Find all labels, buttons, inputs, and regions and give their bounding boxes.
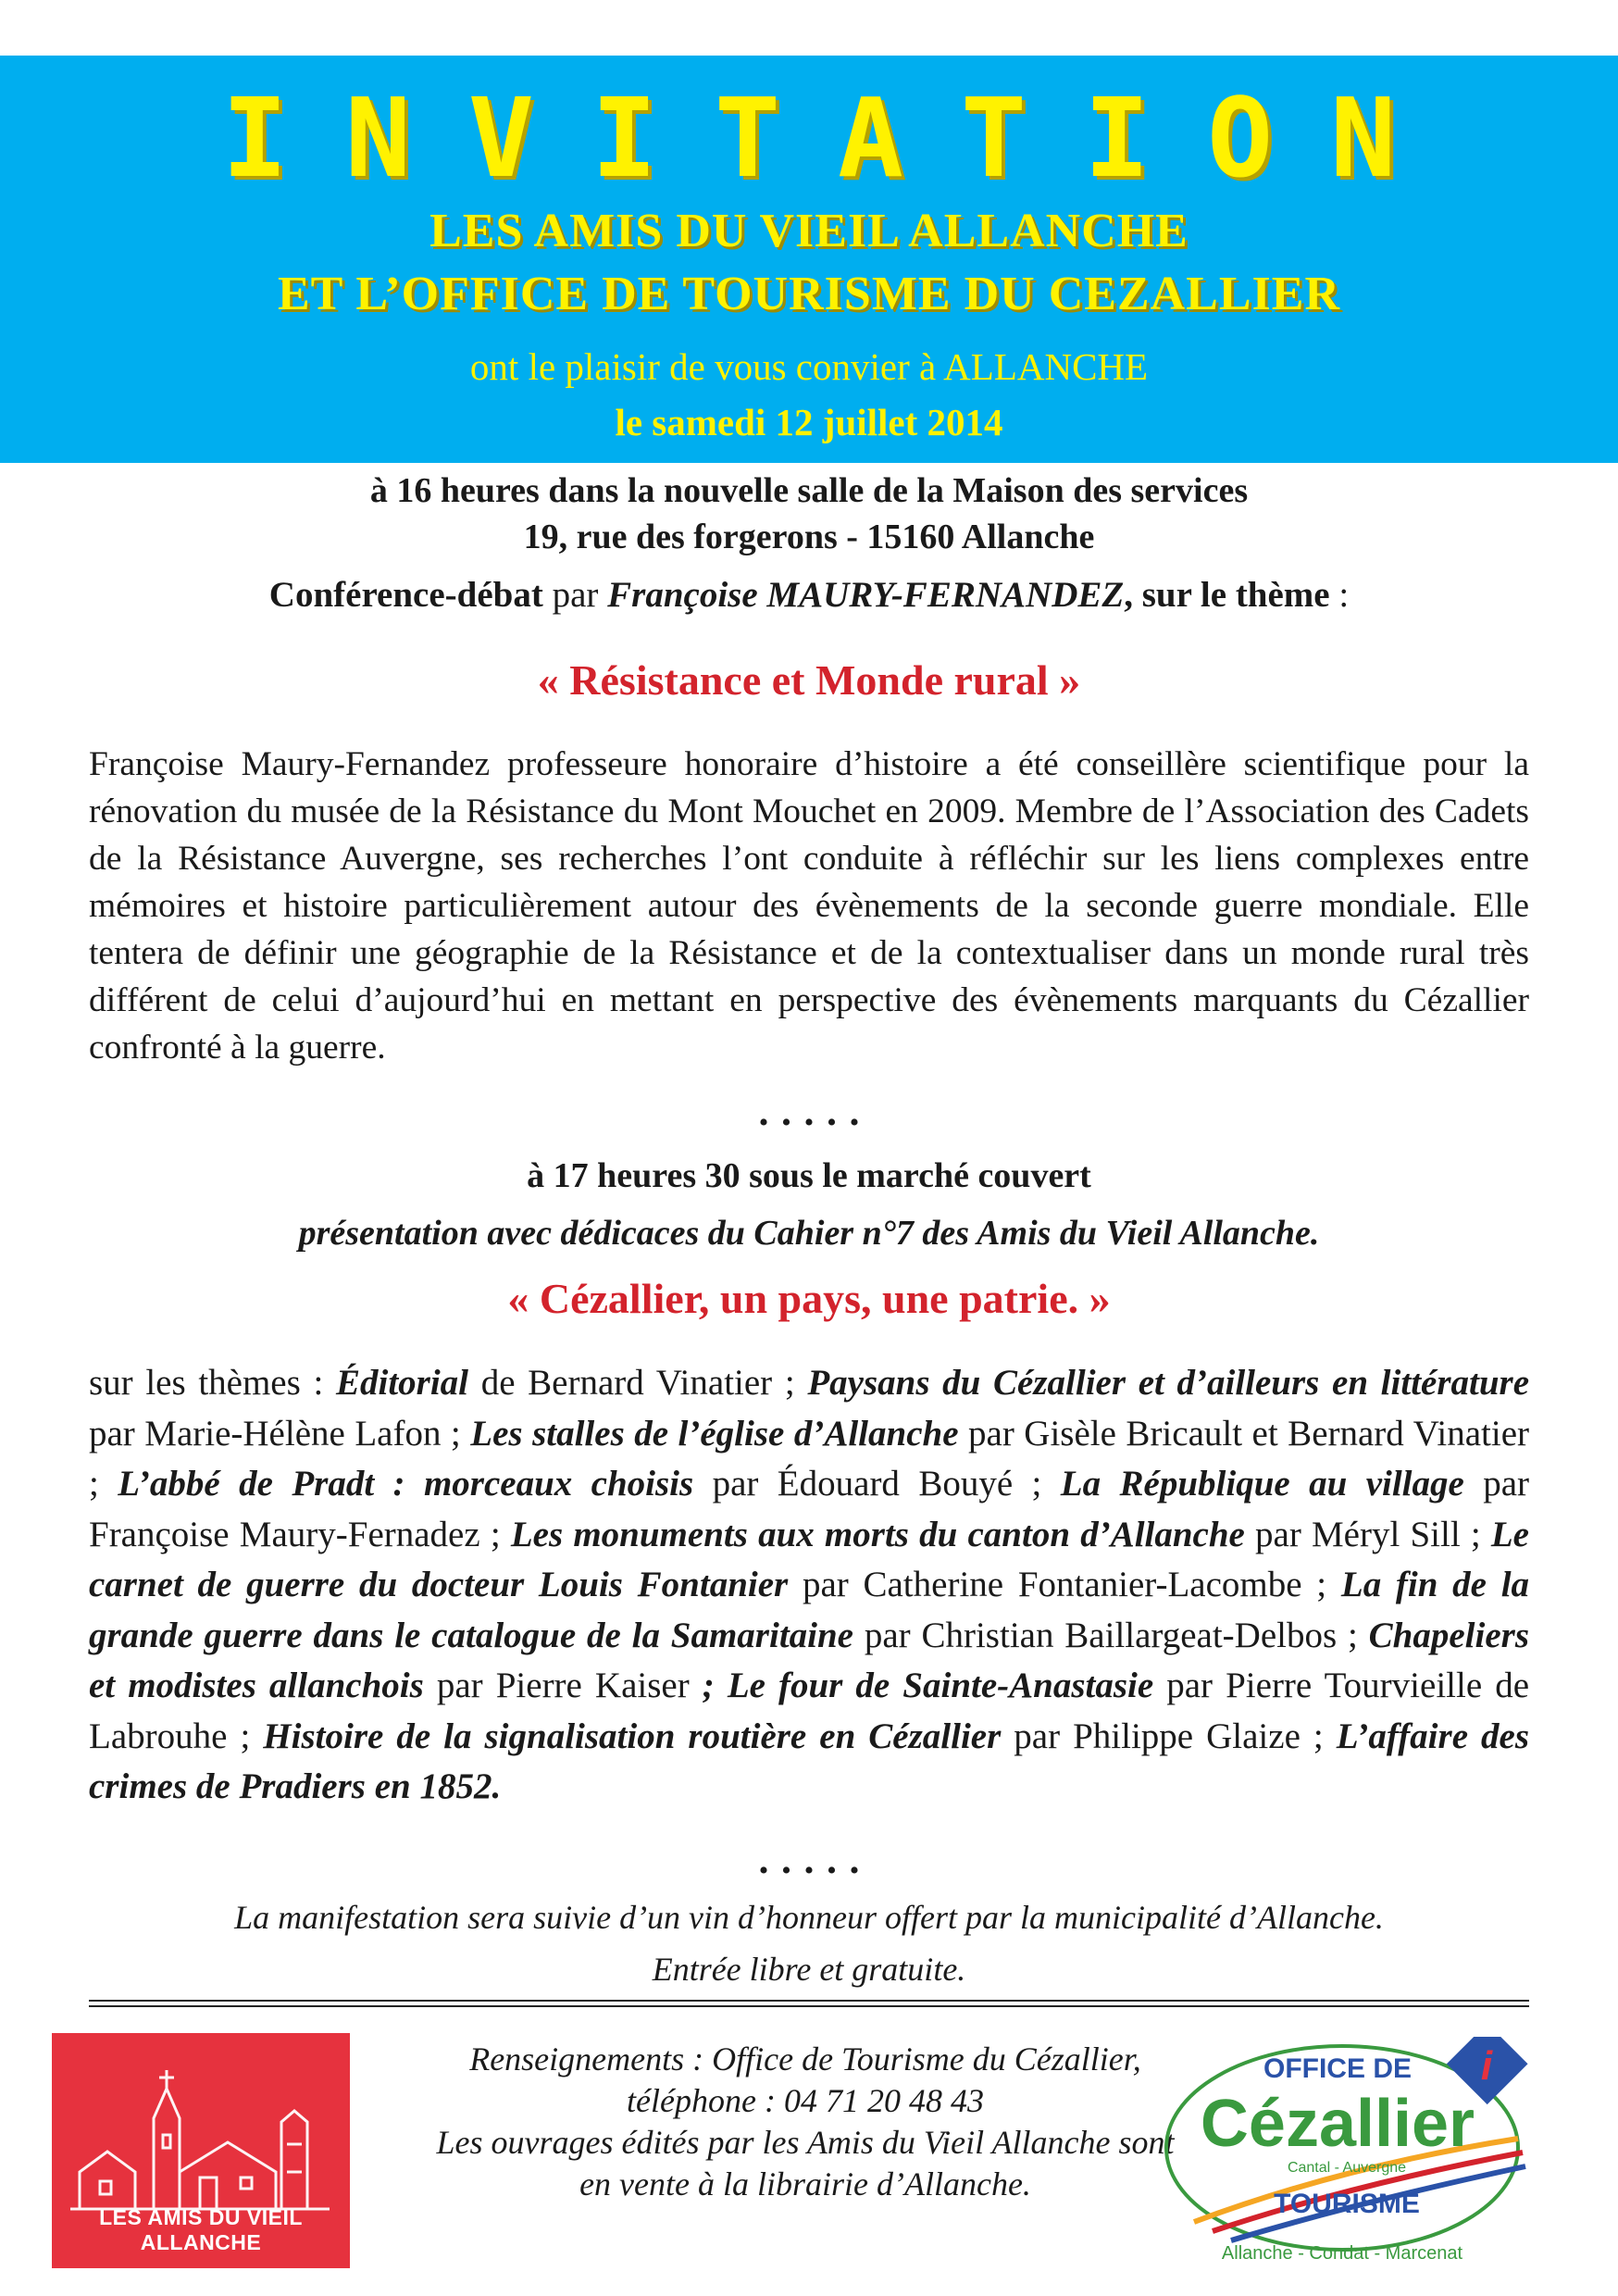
organizer-line-1: LES AMIS DU VIEIL ALLANCHE [429, 205, 1189, 257]
themes-list [89, 1358, 1529, 1813]
header-banner [0, 56, 1618, 463]
amis-vieil-allanche-logo [52, 2033, 350, 2268]
theme-title: Les stalles de l’église d’Allanche [470, 1413, 959, 1454]
conference-label: Conférence-débat [268, 575, 543, 615]
invite-text: ont le plaisir de vous convier à ALLANCHE [469, 345, 1149, 388]
theme-title: ; Le four de Sainte-Anastasie [702, 1666, 1154, 1705]
theme-author: par Pierre Kaiser [436, 1666, 690, 1705]
logo-office-de: OFFICE DE [1263, 2053, 1413, 2084]
divider-rule [89, 2000, 1529, 2002]
reception-note: La manifestation sera suivie d’un vin d’honneur offert par la municipalité d’Allanche. [234, 1899, 1384, 1936]
theme-author: par Christian Baillargeat-Delbos ; [864, 1615, 1358, 1655]
conference-description: Françoise Maury-Fernandez professeure honoraire d’histoire a été conseillère scientifique pour la rénovation du musée de la Résistance du Mont Mouchet en 2009. Membre de l’Association des Cadets de la Résistance Auvergne, ses recherches l’ont conduite à réfléchir sur les liens complexes entre mémoires et histoire particulièrement autour des évènements de la seconde guerre mondiale. Elle tentera de définir une géographie de la Résistance et de la contextualiser dans un monde rural très différent de celui d’aujourd’hui en mettant en perspective des évènements marquants du Cézallier confronté à la guerre. [89, 745, 1529, 1067]
book-title: « Cézallier, un pays, une patrie. » [507, 1275, 1111, 1322]
invitation-title: INVITATION [221, 74, 1454, 202]
organizer-line-2: ET L’OFFICE DE TOURISME DU CEZALLIER [277, 268, 1341, 320]
theme-colon: : [1329, 575, 1350, 615]
theme-title: Les monuments aux morts du canton d’Allanche [510, 1514, 1245, 1554]
speaker-name: Françoise MAURY-FERNANDEZ [607, 575, 1125, 615]
logo-left-label: LES AMIS DU VIEIL ALLANCHE [99, 2205, 303, 2254]
themes-intro: sur les thèmes : [89, 1363, 324, 1403]
theme-title: Le carnet de guerre du docteur Louis Fontanier [89, 1514, 1529, 1604]
event2-time-place: à 17 heures 30 sous le marché couvert [527, 1156, 1091, 1195]
logo-towns: Allanche - Condat - Marcenat [1221, 2243, 1463, 2264]
entry-note: Entrée libre et gratuite. [652, 1951, 966, 1988]
theme-title: Paysans du Cézallier et d’ailleurs en littérature [807, 1363, 1530, 1403]
logo-cezallier: Cézallier [1200, 2087, 1475, 2161]
logo-tourisme: TOURISME [1274, 2189, 1420, 2219]
conference-line [0, 574, 1618, 616]
theme-label: , sur le thème [1124, 575, 1330, 615]
contact-line-3: Les ouvrages édités par les Amis du Vieil Allanche sont [436, 2124, 1175, 2161]
event-date: le samedi 12 juillet 2014 [615, 401, 1003, 443]
theme-author: par Philippe Glaize ; [1014, 1716, 1324, 1756]
theme-title: Éditorial [335, 1363, 469, 1403]
theme-author: par Marie-Hélène Lafon ; [89, 1413, 461, 1454]
theme-author: par Pierre Tourvieille de Labrouhe ; [89, 1666, 1530, 1756]
theme-title: L’abbé de Pradt : morceaux choisis [118, 1464, 694, 1504]
separator-2: ••••• [758, 1855, 873, 1886]
event1-time-place: à 16 heures dans la nouvelle salle de la Maison des services [369, 471, 1249, 510]
theme-title: La République au village [1060, 1464, 1464, 1504]
theme-author: par Méryl Sill ; [1255, 1514, 1481, 1554]
book-presentation: présentation avec dédicaces du Cahier n°7 des Amis du Vieil Allanche. [298, 1214, 1320, 1253]
tourism-office-logo-graphic [1157, 2037, 1546, 2277]
event1-address: 19, rue des forgerons - 15160 Allanche [523, 518, 1095, 556]
info-badge-icon: i [1480, 2043, 1493, 2089]
contact-phone: téléphone : 04 71 20 48 43 [627, 2082, 984, 2119]
contact-line-1: Renseignements : Office de Tourisme du Cézallier, [469, 2040, 1141, 2078]
divider-rule [89, 2005, 1529, 2007]
conference-title: « Résistance et Monde rural » [537, 656, 1081, 704]
theme-title: L’affaire des crimes de Pradiers en 1852. [89, 1716, 1530, 1806]
theme-title: Chapeliers et modistes allanchois [89, 1615, 1530, 1705]
logo-cantal-auvergne: Cantal - Auvergne [1287, 2160, 1407, 2176]
contact-line-4: en vente à la librairie d’Allanche. [579, 2165, 1031, 2202]
theme-author: par Catherine Fontanier-Lacombe ; [802, 1565, 1327, 1604]
conference-by: par [552, 575, 599, 615]
theme-title: La fin de la grande guerre dans le catalogue de la Samaritaine [89, 1565, 1530, 1655]
theme-author: par Françoise Maury-Fernadez ; [89, 1464, 1530, 1554]
theme-author: par Édouard Bouyé ; [712, 1464, 1042, 1504]
theme-title: Histoire de la signalisation routière en Cézallier [263, 1716, 1002, 1756]
theme-author: par Gisèle Bricault et Bernard Vinatier ; [89, 1413, 1530, 1504]
office-tourisme-cezallier-logo [1157, 2037, 1546, 2277]
separator-1: ••••• [758, 1107, 873, 1138]
theme-author: de Bernard Vinatier ; [480, 1363, 795, 1403]
